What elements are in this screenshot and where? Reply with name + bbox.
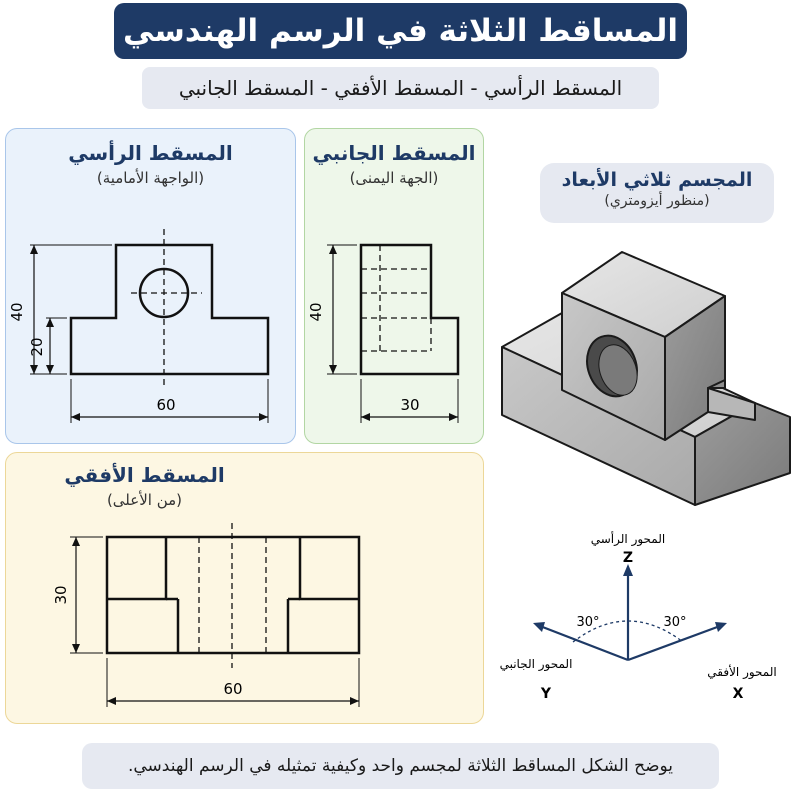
front-view-title: المسقط الرأسي [68,141,233,165]
top-view-title: المسقط الأفقي [64,463,225,487]
side-view-title: المسقط الجانبي [312,141,476,165]
x-label: X [732,686,744,702]
side-view-subtitle: (الجهة اليمنى) [349,169,439,187]
side-view-drawing [305,129,485,445]
front-view-outline [71,245,268,374]
isometric-object [490,240,800,540]
horizontal-axis-label: المحور الأفقي [707,665,777,679]
top-view-outline [107,537,359,653]
isometric-subtitle: (منظور أيزومتري) [604,193,710,209]
front-dim-width: 60 [156,396,176,414]
caption: يوضح الشكل المساقط الثلاثة لمجسم واحد وكيفية تمثيله في الرسم الهندسي. [82,743,719,789]
side-dim-height: 40 [307,302,325,322]
top-dim-width: 60 [223,680,243,698]
front-dim-height: 40 [8,302,26,322]
y-axis-line [540,626,628,660]
side-view-outline [361,245,458,374]
top-dim-depth: 30 [52,585,70,605]
front-view-panel [5,128,296,444]
isometric-title: المجسم ثلاثي الأبعاد [561,169,753,191]
page-subtitle: المسقط الرأسي - المسقط الأفقي - المسقط الجانبي [142,67,659,109]
page-title: المساقط الثلاثة في الرسم الهندسي [114,3,687,59]
vertical-axis-label: المحور الرأسي [590,532,666,546]
isometric-label [540,163,774,223]
angle-right-label: 30° [663,615,687,630]
top-view-drawing [6,453,485,725]
front-dim-step: 20 [28,337,46,357]
top-view-subtitle: (من الأعلى) [106,491,183,509]
side-view-panel [304,128,484,444]
x-axis-line [628,626,720,660]
axis-diagram [488,510,798,740]
y-label: Y [540,686,552,702]
z-label: Z [622,550,634,566]
top-view-panel [5,452,484,724]
front-view-drawing [6,129,297,445]
angle-left-label: 30° [576,615,600,630]
side-dim-width: 30 [400,396,420,414]
side-axis-label: المحور الجانبي [499,657,573,671]
front-view-subtitle: (الواجهة الأمامية) [96,169,205,187]
